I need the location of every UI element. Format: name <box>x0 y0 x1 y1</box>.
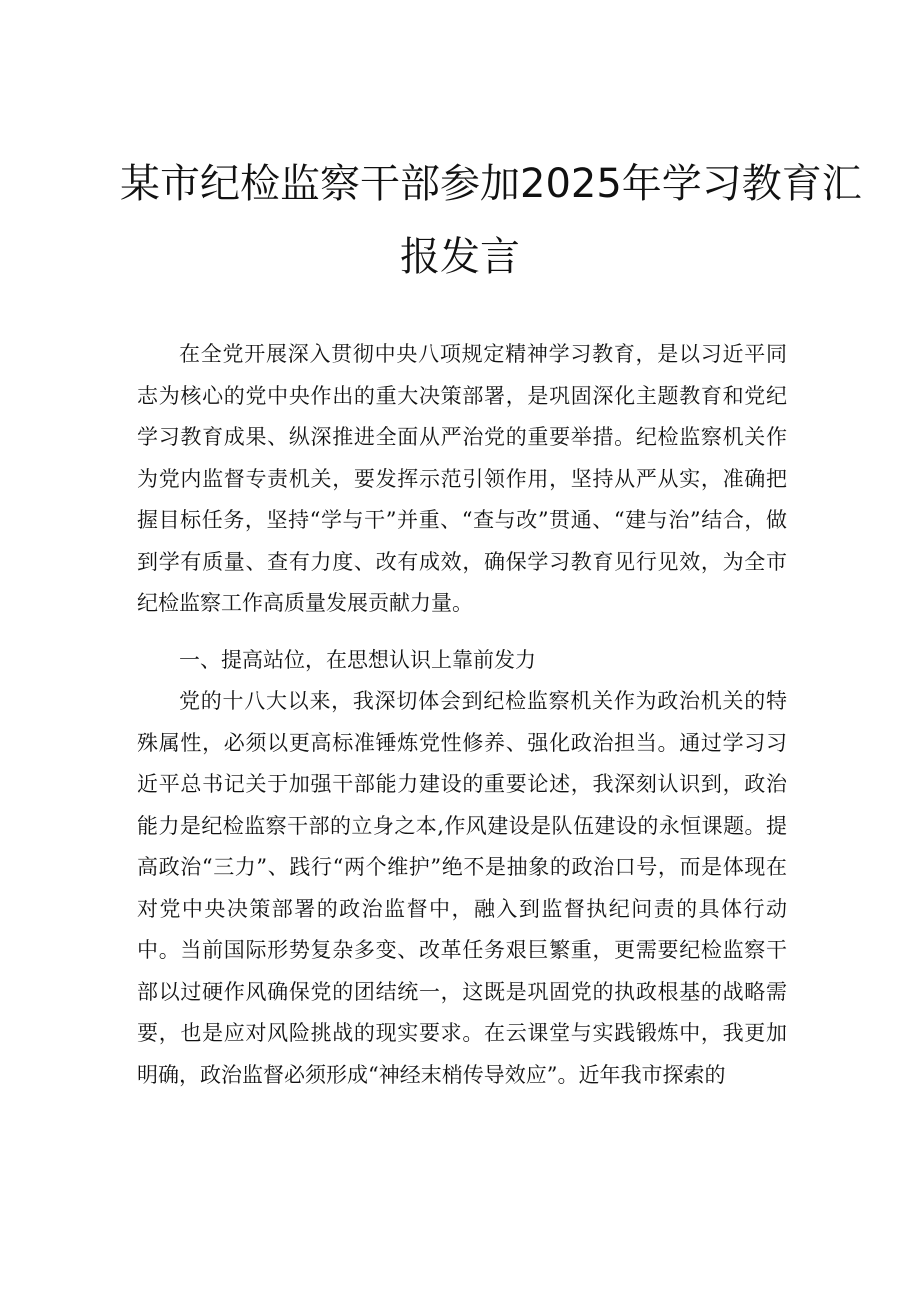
document-title-line-2: 报发言 <box>400 234 520 280</box>
section-heading-1: 一、提高站位，在思想认识上靠前发力 <box>179 648 536 672</box>
paragraph-intro: 在全党开展深入贯彻中央八项规定精神学习教育，是以习近平同志为核心的党中央作出的重大决策部署，是巩固深化主题教育和党纪学习教育成果、纵深推进全面从严治党的重要举措。纪检监察机关作为党内监督专责机关，要发挥示范引领作用，坚持从严从实，准确把握目标任务，坚持“学与干”并重、“查与改”贯通、“建与治”结合，做到学有质量、查有力度、改有成效，确保学习教育见行见效，为全市纪检监察工作高质量发展贡献力量。 <box>137 342 787 615</box>
document-title-line-1: 某市纪检监察干部参加2025年学习教育汇 <box>120 161 862 207</box>
paragraph-section-1: 党的十八大以来，我深切体会到纪检监察机关作为政治机关的特殊属性，必须以更高标准锤炼党性修养、强化政治担当。通过学习习近平总书记关于加强干部能力建设的重要论述，我深刻认识到，政治能力是纪检监察干部的立身之本,作风建设是队伍建设的永恒课题。提高政治“三力”、践行“两个维护”绝不是抽象的政治口号，而是体现在对党中央决策部署的政治监督中，融入到监督执纪问责的具体行动中。当前国际形势复杂多变、改革任务艰巨繁重，更需要纪检监察干部以过硬作风确保党的团结统一，这既是巩固党的执政根基的战略需要，也是应对风险挑战的现实要求。在云课堂与实践锻炼中，我更加明确，政治监督必须形成“神经末梢传导效应”。近年我市探索的 <box>137 689 787 1087</box>
